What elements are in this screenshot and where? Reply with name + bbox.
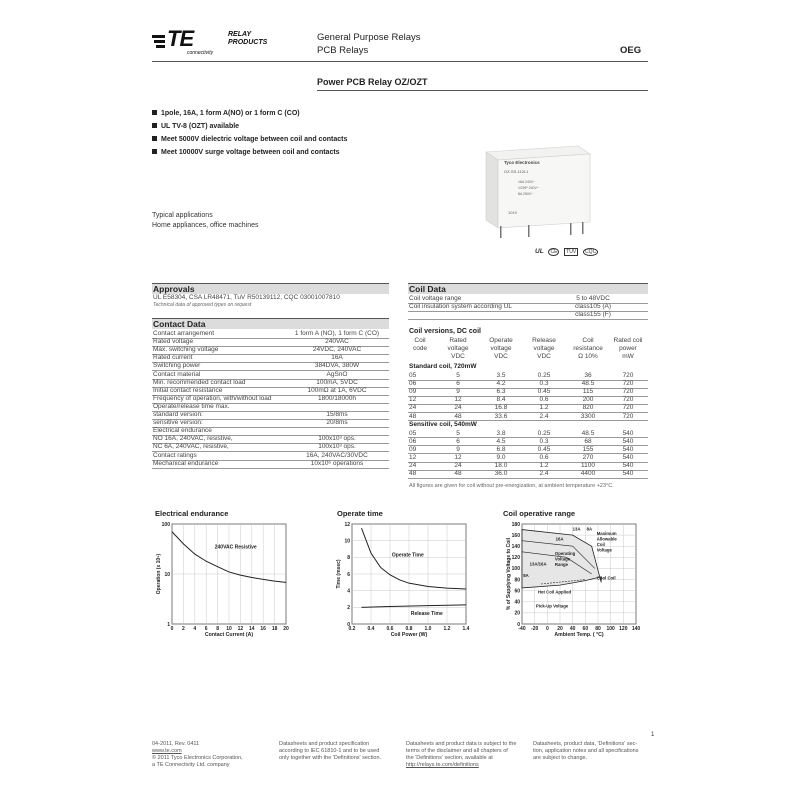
contact-row-label: Contact arrangement bbox=[153, 330, 215, 337]
standard-coil-cell: 720 bbox=[622, 380, 634, 388]
coil-row bbox=[408, 295, 648, 303]
sensitive-coil-cell: 18.0 bbox=[494, 462, 508, 469]
y-tick-label: 60 bbox=[514, 588, 520, 595]
contact-data-title: Contact Data bbox=[152, 319, 389, 329]
x-tick-label: 0.4 bbox=[367, 626, 375, 632]
standard-coil-cell: 33.6 bbox=[494, 412, 508, 420]
chart-annotation: 16A bbox=[555, 536, 564, 542]
sensitive-coil-cell: 36.0 bbox=[494, 470, 508, 478]
x-tick-label: 1.4 bbox=[462, 626, 470, 632]
sensitive-coil-cell: 540 bbox=[622, 429, 634, 437]
x-tick-label: 0.2 bbox=[348, 626, 356, 632]
contact-row-label: NO 16A, 240VAC, resistive, bbox=[153, 435, 233, 443]
contact-row bbox=[152, 371, 389, 379]
sensitive-coil-label: Sensitive coil, 540mW bbox=[409, 420, 477, 428]
relay-body-icon bbox=[478, 140, 598, 240]
standard-coil-cell: 720 bbox=[622, 396, 634, 404]
standard-coil-cell: 36 bbox=[584, 372, 592, 379]
sensitive-coil-cell: 24 bbox=[454, 462, 462, 469]
x-tick-label: 12 bbox=[237, 626, 244, 632]
y-tick-label: 10 bbox=[164, 571, 170, 578]
series-label: Operate Time bbox=[391, 552, 424, 559]
contact-row-label: Rated current bbox=[153, 354, 193, 362]
chart-annotation: Operating bbox=[554, 551, 576, 557]
y-tick-label: 1 bbox=[167, 621, 170, 628]
y-tick-label: 40 bbox=[514, 599, 520, 606]
sensitive-coil-cell: 540 bbox=[622, 462, 634, 469]
standard-coil-cell: 1.2 bbox=[539, 404, 549, 412]
title-rule bbox=[317, 90, 648, 91]
standard-coil-cell: 12 bbox=[409, 396, 417, 404]
contact-row-value: 10x10⁶ operations bbox=[310, 459, 364, 467]
x-tick-label: 100 bbox=[606, 626, 615, 632]
contact-row-value: 20/8ms bbox=[326, 419, 348, 427]
contact-row-value: 1 form A (NO), 1 form C (CO) bbox=[294, 330, 380, 337]
contact-row-value: 1800/18000h bbox=[318, 394, 356, 402]
sensitive-coil-cell: 12 bbox=[409, 453, 417, 461]
standard-coil-cell: 05 bbox=[409, 372, 417, 379]
footer-c4-l2: tion, application notes and all specifications bbox=[533, 748, 639, 754]
standard-coil-cell: 48 bbox=[409, 412, 417, 420]
y-tick-label: 20 bbox=[514, 610, 520, 617]
chart-annotation: Pick-Up Voltage bbox=[535, 603, 569, 609]
operate-time-chart bbox=[332, 518, 482, 640]
standard-coil-cell: 4.2 bbox=[496, 380, 506, 388]
y-axis-label: Operation (x 10⁵) bbox=[156, 553, 162, 595]
feature-2: UL TV-8 (OZT) available bbox=[152, 123, 239, 130]
x-tick-label: 40 bbox=[569, 626, 576, 632]
coil-col-header-line: Rated coil bbox=[613, 337, 643, 344]
contact-row bbox=[152, 346, 389, 354]
footer-c4-l1: Datasheets, product data, 'Definitions' sec- bbox=[533, 741, 638, 747]
sensitive-coil-cell: 270 bbox=[582, 453, 594, 461]
page-number: 1 bbox=[651, 732, 655, 738]
contact-row bbox=[152, 411, 389, 419]
contact-row-value: 16A bbox=[331, 354, 343, 362]
contact-row-label: Switching power bbox=[153, 362, 201, 370]
sensitive-coil-cell: 540 bbox=[622, 453, 634, 461]
graph-title-operate: Operate time bbox=[337, 509, 383, 518]
standard-coil-cell: 2.4 bbox=[539, 412, 549, 420]
footer-c4-l3: are subject to change. bbox=[533, 755, 588, 761]
chart-annotation: 13A/16A bbox=[529, 561, 547, 567]
contact-row-label: Rated voltage bbox=[153, 338, 194, 346]
y-tick-label: 10 bbox=[344, 538, 350, 545]
sensitive-coil-cell: 1100 bbox=[581, 462, 595, 469]
coil-col-header-line: mW bbox=[622, 353, 634, 360]
y-tick-label: 0 bbox=[347, 621, 350, 628]
header-rule bbox=[152, 61, 648, 62]
x-tick-label: 4 bbox=[193, 626, 197, 632]
coil-table-headers bbox=[408, 337, 648, 363]
footer-link-te[interactable]: www.te.com bbox=[152, 748, 182, 754]
chart-annotation: Allowable bbox=[596, 536, 617, 542]
standard-coil-cell: 200 bbox=[582, 396, 594, 404]
x-tick-label: 2 bbox=[182, 626, 185, 632]
coil-col-header-line: VDC bbox=[537, 353, 551, 360]
y-tick-label: 100 bbox=[161, 521, 170, 528]
coil-operative-range-chart bbox=[498, 518, 648, 640]
approvals-note: Technical data of approved types on request bbox=[153, 302, 252, 308]
sensitive-coil-cell: 48.5 bbox=[581, 429, 595, 437]
coil-col-header bbox=[606, 337, 650, 361]
contact-row-value: 15/8ms bbox=[326, 411, 348, 418]
chart-annotation: 8A bbox=[523, 572, 529, 578]
contact-row-value: 16A, 240VAC/30VDC bbox=[306, 451, 368, 459]
standard-coil-cell: 3300 bbox=[580, 412, 596, 420]
standard-coil-cell: 720 bbox=[622, 372, 634, 379]
sensitive-coil-cell: 6 bbox=[456, 437, 460, 445]
footer-copyright: © 2011 Tyco Electronics Corporation, bbox=[152, 755, 243, 761]
sensitive-coil-cell: 06 bbox=[409, 437, 417, 445]
coil-col-header-line: VDC bbox=[451, 353, 465, 360]
chart-annotation: Voltage bbox=[554, 556, 571, 562]
sensitive-coil-cell: 540 bbox=[622, 445, 634, 453]
chart-annotation: 13A bbox=[572, 526, 581, 532]
contact-row-label: Initial contact resistance bbox=[153, 386, 223, 394]
contact-row-value: 100mΩ at 1A, 6VDC bbox=[307, 386, 367, 394]
coil-col-header-line: voltage bbox=[533, 345, 555, 352]
sensitive-coil-cell: 5 bbox=[456, 429, 460, 437]
contact-row bbox=[152, 387, 389, 395]
coil-col-header-line: resistance bbox=[573, 345, 603, 352]
standard-coil-cell: 16.8 bbox=[494, 404, 508, 412]
contact-row bbox=[152, 338, 389, 346]
x-tick-label: 20 bbox=[283, 626, 289, 632]
standard-coil-cell: 0.25 bbox=[537, 372, 551, 379]
contact-row-value: 24VDC, 240VAC bbox=[312, 346, 362, 354]
chart-annotation: Cool Coil bbox=[596, 575, 616, 581]
y-tick-label: 0 bbox=[517, 621, 520, 628]
y-tick-label: 2 bbox=[347, 605, 350, 612]
footer-date: 04-2011, Rev. 0411 bbox=[152, 741, 200, 747]
sensitive-coil-cell: 4400 bbox=[580, 470, 596, 478]
row-divider bbox=[408, 478, 648, 479]
x-tick-label: 1.0 bbox=[424, 626, 432, 632]
y-axis-label: % of Supplying Voltage to Coil bbox=[506, 537, 512, 611]
contact-row-label: NC 6A, 240VAC, resistive, bbox=[153, 443, 229, 451]
sensitive-coil-cell: 2.4 bbox=[539, 470, 549, 478]
sensitive-coil-cell: 6.8 bbox=[496, 445, 506, 453]
sensitive-coil-cell: 9 bbox=[456, 445, 460, 453]
tuv-mark-icon: TUV bbox=[566, 249, 577, 255]
x-tick-label: 0.6 bbox=[386, 626, 394, 632]
y-tick-label: 6 bbox=[347, 571, 350, 578]
logo-tag: connectivity bbox=[187, 50, 214, 56]
coil-footnote: All figures are given for coil without pre-energization, at ambient temperature +23°C. bbox=[409, 483, 614, 489]
standard-coil-cell: 0.6 bbox=[539, 396, 549, 404]
standard-coil-cell: 48.5 bbox=[581, 380, 595, 388]
contact-row bbox=[152, 395, 389, 403]
sensitive-coil-cell: 1.2 bbox=[539, 462, 549, 469]
footer-c3-l1: Datasheets and product data is subject to the bbox=[406, 741, 517, 747]
sensitive-coil-cell: 48 bbox=[454, 470, 462, 478]
sensitive-coil-cell: 09 bbox=[409, 445, 417, 453]
y-tick-label: 80 bbox=[514, 577, 520, 584]
applications-text: Home appliances, office machines bbox=[152, 222, 259, 229]
contact-row-label: Contact material bbox=[153, 370, 201, 378]
coil-row bbox=[408, 303, 648, 311]
standard-coil-cell: 720 bbox=[622, 404, 634, 412]
applications-label: Typical applications bbox=[152, 212, 213, 219]
approvals-text: UL E58304, CSA LR48471, TuV R50139112, CQC 03001007810 bbox=[153, 294, 340, 301]
x-tick-label: 1.2 bbox=[443, 626, 451, 632]
footer-col-2 bbox=[279, 741, 401, 762]
coil-row-label: Coil voltage range bbox=[409, 295, 462, 302]
contact-row bbox=[152, 443, 389, 451]
x-tick-label: 140 bbox=[631, 626, 641, 632]
ul-mark-icon: UL bbox=[535, 248, 544, 255]
footer-c2-l3: only together with the 'Definitions' section. bbox=[279, 755, 382, 761]
relay-line3: 8A 250V~ bbox=[518, 192, 534, 196]
x-tick-label: 120 bbox=[619, 626, 628, 632]
sensitive-coil-cell: 0.6 bbox=[539, 453, 549, 461]
coil-row bbox=[408, 311, 648, 319]
row-divider bbox=[408, 319, 648, 320]
x-tick-label: 14 bbox=[249, 626, 255, 632]
series-label: 240VAC Resistive bbox=[214, 544, 257, 551]
coil-versions-title: Coil versions, DC coil bbox=[409, 328, 481, 335]
x-tick-label: 18 bbox=[271, 626, 278, 632]
left-tables bbox=[152, 283, 389, 483]
coil-row-value: 5 to 48VDC bbox=[576, 295, 610, 302]
y-tick-label: 4 bbox=[347, 588, 350, 595]
standard-coil-cell: 06 bbox=[409, 380, 417, 388]
graph-title-coil-range: Coil operative range bbox=[503, 509, 576, 518]
contact-row bbox=[152, 435, 389, 443]
standard-coil-cell: 24 bbox=[409, 404, 417, 412]
sensitive-coil-cell: 0.25 bbox=[537, 429, 551, 437]
footer-c2-l1: Datasheets and product specification bbox=[279, 741, 370, 747]
y-tick-label: 12 bbox=[344, 521, 350, 528]
contact-row-value: AgSnO bbox=[326, 370, 348, 378]
series-label: Release Time bbox=[410, 610, 443, 617]
standard-coil-cell: 820 bbox=[582, 404, 594, 412]
contact-row bbox=[152, 379, 389, 387]
sensitive-coil-cell: 3.8 bbox=[496, 429, 506, 437]
chart-annotation: Range bbox=[554, 562, 569, 568]
standard-coil-cell: 48 bbox=[454, 412, 462, 420]
coil-col-header-line: power bbox=[619, 345, 637, 352]
sensitive-coil-cell: 05 bbox=[409, 429, 417, 437]
y-tick-label: 140 bbox=[511, 544, 520, 551]
coil-col-header-line: Coil bbox=[414, 337, 426, 344]
sensitive-coil-cell: 0.3 bbox=[539, 437, 549, 445]
header-code: OEG bbox=[620, 45, 642, 56]
footer-company: a TE Connectivity Ltd. company bbox=[152, 762, 230, 768]
standard-coil-cell: 0.3 bbox=[539, 380, 549, 388]
x-tick-label: 0 bbox=[170, 626, 174, 632]
standard-coil-cell: 5 bbox=[456, 372, 460, 379]
coil-col-header-line: VDC bbox=[494, 353, 508, 360]
footer-c2-l2: according to IEC 61810-1 and to be used bbox=[279, 748, 380, 754]
te-logo bbox=[152, 28, 272, 58]
contact-row-label: Operate/release time max. bbox=[153, 402, 230, 410]
coil-col-header-line: Operate bbox=[489, 337, 513, 344]
sensitive-coil-cell: 540 bbox=[622, 470, 634, 478]
y-tick-label: 120 bbox=[511, 555, 520, 562]
x-tick-label: 10 bbox=[226, 626, 232, 632]
x-tick-label: 80 bbox=[595, 626, 601, 632]
coil-data-title: Coil Data bbox=[408, 284, 648, 294]
contact-row-label: Contact ratings bbox=[153, 451, 197, 459]
standard-coil-cell: 24 bbox=[454, 404, 462, 412]
coil-col-header bbox=[566, 337, 610, 361]
standard-coil-cell: 8.4 bbox=[496, 396, 506, 404]
footer-col-3 bbox=[406, 741, 528, 769]
footer-col-1 bbox=[152, 741, 272, 769]
contact-row-value: 100mA, 5VDC bbox=[316, 378, 358, 386]
contact-row bbox=[152, 362, 389, 370]
relay-line1: 16A 240V~ bbox=[518, 180, 536, 184]
standard-coil-cell: 12 bbox=[454, 396, 462, 404]
sensitive-coil-cell: 68 bbox=[584, 437, 592, 445]
contact-row-label: Mechanical endurance bbox=[153, 459, 219, 467]
chart-annotation: Voltage bbox=[596, 547, 612, 553]
coil-col-header-line: voltage bbox=[490, 345, 512, 352]
logo-text: TE bbox=[167, 26, 194, 51]
row-divider bbox=[152, 468, 389, 469]
x-tick-label: 0.8 bbox=[405, 626, 413, 632]
y-tick-label: 180 bbox=[511, 521, 520, 528]
standard-coil-cell: 6.3 bbox=[496, 388, 506, 396]
relay-part: OZ-SS-112L1 bbox=[504, 169, 529, 174]
coil-row-value: class155 (F) bbox=[575, 311, 611, 319]
header-title-2: PCB Relays bbox=[317, 45, 369, 56]
feature-3: Meet 5000V dielectric voltage between coil and contacts bbox=[152, 136, 347, 143]
standard-coil-cell: 720 bbox=[622, 388, 634, 396]
standard-coil-cell: 3.5 bbox=[496, 372, 506, 379]
contact-row-value: 100x10³ ops. bbox=[318, 435, 356, 443]
relay-line2: 1/2HP 240V~ bbox=[518, 186, 539, 190]
coil-col-header-line: Rated bbox=[449, 337, 467, 344]
sensitive-coil-cell: 24 bbox=[409, 462, 417, 469]
contact-row-label: Frequency of operation, with/without load bbox=[153, 394, 272, 402]
contact-row-label: Max. switching voltage bbox=[153, 346, 219, 354]
relay-brand: Tyco Electronics bbox=[504, 160, 540, 165]
approvals-title: Approvals bbox=[152, 284, 389, 294]
contact-row-value: 240VAC bbox=[325, 338, 349, 346]
contact-row-label: standard version: bbox=[153, 411, 203, 418]
x-axis-label: Coil Power (W) bbox=[390, 632, 428, 638]
contact-row bbox=[152, 452, 389, 460]
x-tick-label: 6 bbox=[204, 626, 208, 632]
relay-photo bbox=[478, 140, 598, 240]
standard-coil-cell: 09 bbox=[409, 388, 417, 396]
y-tick-label: 160 bbox=[511, 532, 520, 539]
footer-definitions-link[interactable]: http://relays.te.com/definitions bbox=[406, 762, 479, 768]
contact-row bbox=[152, 330, 389, 338]
y-axis-label: Time (msec) bbox=[336, 559, 342, 589]
graph-title-electrical: Electrical endurance bbox=[155, 509, 229, 518]
x-axis-label: Contact Current (A) bbox=[204, 632, 254, 638]
contact-row bbox=[152, 460, 389, 468]
contact-row bbox=[152, 403, 389, 411]
x-tick-label: 16 bbox=[260, 626, 266, 632]
coil-col-header-line: code bbox=[412, 345, 428, 352]
x-tick-label: 0 bbox=[545, 626, 549, 632]
footer-c3-l2: terms of the disclaimer and all chapters of bbox=[406, 748, 508, 754]
chart-annotation: Coil bbox=[596, 542, 605, 548]
coil-col-header-line: Release bbox=[532, 337, 556, 344]
y-tick-label: 100 bbox=[511, 566, 520, 573]
sensitive-coil-cell: 12 bbox=[454, 453, 462, 461]
footer-col-4 bbox=[533, 741, 653, 762]
y-tick-label: 8 bbox=[347, 555, 350, 562]
x-tick-label: 60 bbox=[582, 626, 589, 632]
cqc-mark-icon: CQC bbox=[585, 249, 597, 255]
coil-col-header-line: voltage bbox=[447, 345, 469, 352]
contact-row-label: sensitive version: bbox=[153, 419, 203, 427]
contact-row bbox=[152, 419, 389, 427]
standard-coil-cell: 6 bbox=[456, 380, 460, 388]
chart-annotation: Hot Coil Applied bbox=[537, 589, 572, 595]
contact-row-value: 100x10³ ops. bbox=[318, 443, 356, 451]
standard-coil-cell: 0.45 bbox=[537, 388, 551, 396]
standard-coil-cell: 115 bbox=[582, 388, 594, 396]
coil-col-header bbox=[436, 337, 480, 361]
coil-col-header-line: Coil bbox=[582, 337, 594, 344]
feature-4: Meet 10000V surge voltage between coil and contacts bbox=[152, 149, 340, 156]
coil-row-label: Coil insulation system according UL bbox=[409, 303, 512, 311]
right-tables bbox=[408, 283, 648, 493]
cert-marks bbox=[535, 248, 598, 256]
logo-sub1: RELAY bbox=[228, 31, 252, 38]
logo-sub2: PRODUCTS bbox=[228, 39, 268, 46]
contact-row-label: Min. recommended contact load bbox=[153, 378, 246, 386]
header-title-1: General Purpose Relays bbox=[317, 32, 421, 43]
standard-coil-cell: 9 bbox=[456, 388, 460, 396]
sensitive-coil-cell: 4.5 bbox=[496, 437, 506, 445]
electrical-endurance-chart bbox=[152, 518, 302, 640]
coil-row-value: class105 (A) bbox=[574, 303, 612, 311]
relay-stamp: 1019 bbox=[508, 210, 517, 215]
chart-annotation: 8A bbox=[586, 526, 593, 532]
feature-1: 1pole, 16A, 1 form A(NO) or 1 form C (CO) bbox=[152, 110, 300, 117]
x-tick-label: -40 bbox=[518, 626, 526, 632]
standard-coil-label: Standard coil, 720mW bbox=[409, 363, 477, 370]
x-axis-label: Ambient Temp. ( °C) bbox=[554, 632, 604, 638]
sensitive-coil-cell: 9.0 bbox=[496, 453, 506, 461]
standard-coil-cell: 720 bbox=[622, 412, 634, 420]
coil-col-header bbox=[522, 337, 566, 361]
x-tick-label: -20 bbox=[531, 626, 539, 632]
sensitive-coil-cell: 48 bbox=[409, 470, 417, 478]
x-tick-label: 20 bbox=[557, 626, 563, 632]
x-tick-label: 8 bbox=[216, 626, 219, 632]
contact-row bbox=[152, 354, 389, 362]
product-title: Power PCB Relay OZ/OZT bbox=[317, 77, 428, 87]
sensitive-coil-cell: 540 bbox=[622, 437, 634, 445]
contact-row-value: 384DVA, 380W bbox=[314, 362, 360, 370]
contact-row-label: Electrical endurance bbox=[153, 427, 212, 435]
ce-mark-icon: CE bbox=[550, 249, 558, 255]
chart-annotation: Maximum bbox=[596, 531, 617, 537]
coil-col-header bbox=[479, 337, 523, 361]
sensitive-coil-cell: 155 bbox=[582, 445, 594, 453]
coil-col-header-line: Ω 10% bbox=[578, 353, 598, 360]
sensitive-coil-cell: 0.45 bbox=[537, 445, 551, 453]
contact-row bbox=[152, 427, 389, 435]
footer-c3-l3: the 'Definitions' section, available at bbox=[406, 755, 493, 761]
